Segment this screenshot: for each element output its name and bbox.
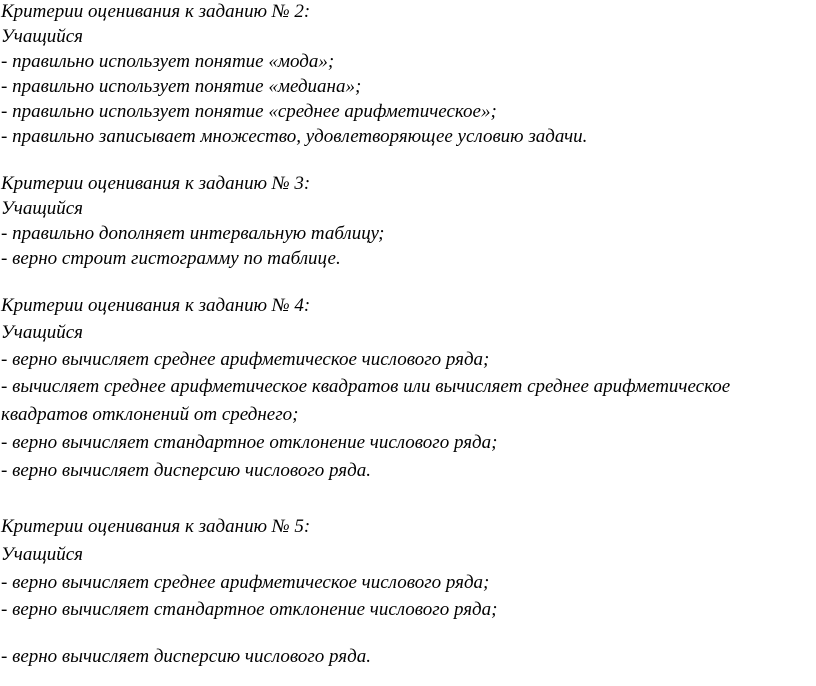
criteria-item: - правильно использует понятие «медиана»; xyxy=(1,76,362,97)
criteria-item: - вычисляет среднее арифметическое квадратов или вычисляет среднее арифметическое xyxy=(1,376,731,397)
criteria-item: - правильно дополняет интервальную таблицу; xyxy=(1,223,385,244)
section-subject: Учащийся xyxy=(1,322,83,343)
criteria-item: - верно строит гистограмму по таблице. xyxy=(1,248,341,269)
section-subject: Учащийся xyxy=(1,198,83,219)
criteria-item: - правильно использует понятие «среднее арифметическое»; xyxy=(1,101,497,122)
section-subject: Учащийся xyxy=(1,544,83,565)
section-heading: Критерии оценивания к заданию № 3: xyxy=(1,173,311,194)
criteria-item: - верно вычисляет среднее арифметическое числового ряда; xyxy=(1,572,490,593)
criteria-item: - верно вычисляет дисперсию числового ряда. xyxy=(1,646,371,667)
section-heading: Критерии оценивания к заданию № 5: xyxy=(1,516,311,537)
section-subject: Учащийся xyxy=(1,26,83,47)
criteria-item: - верно вычисляет стандартное отклонение числового ряда; xyxy=(1,599,498,620)
criteria-item: - правильно использует понятие «мода»; xyxy=(1,51,335,72)
criteria-item: - правильно записывает множество, удовлетворяющее условию задачи. xyxy=(1,126,588,147)
criteria-item: квадратов отклонений от среднего; xyxy=(1,404,299,425)
criteria-item: - верно вычисляет среднее арифметическое числового ряда; xyxy=(1,349,490,370)
section-heading: Критерии оценивания к заданию № 2: xyxy=(1,1,311,22)
section-heading: Критерии оценивания к заданию № 4: xyxy=(1,295,311,316)
criteria-item: - верно вычисляет стандартное отклонение числового ряда; xyxy=(1,432,498,453)
criteria-item: - верно вычисляет дисперсию числового ряда. xyxy=(1,460,371,481)
